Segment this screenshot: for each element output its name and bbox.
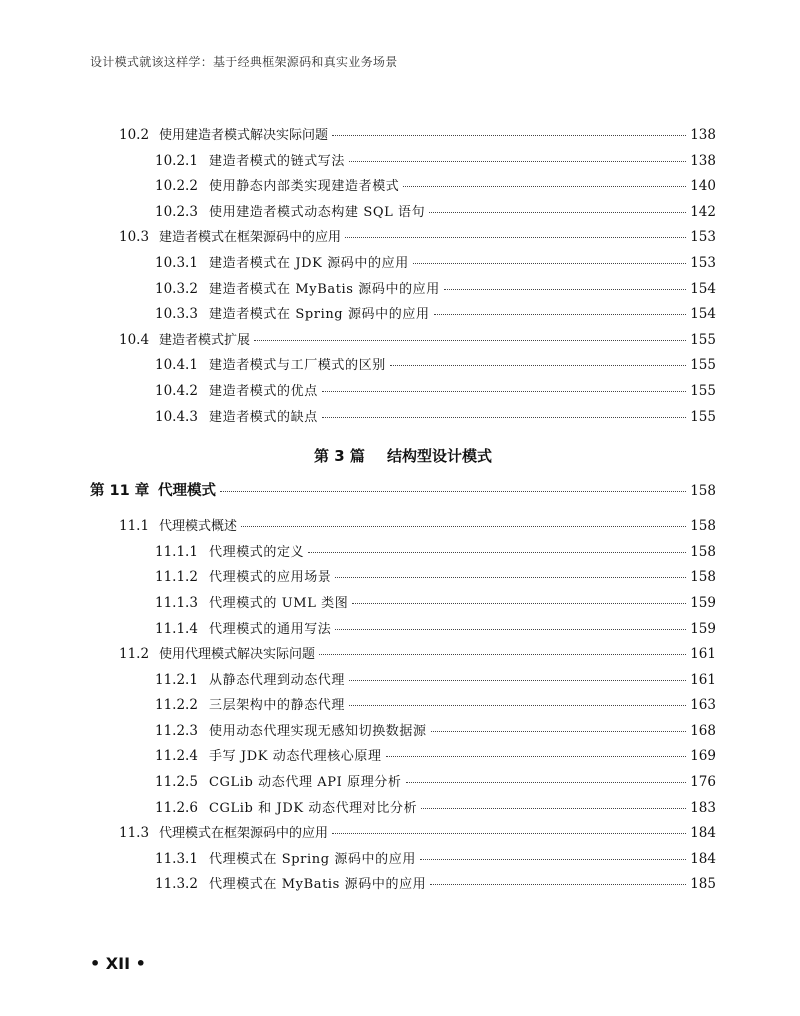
dot-leader (332, 135, 686, 136)
toc-subsection-entry[interactable] (90, 618, 716, 644)
toc-subsection-entry[interactable] (90, 694, 716, 720)
section-title: 建造者模式的缺点 (209, 409, 318, 425)
dot-leader (349, 680, 686, 681)
section-title: 使用代理模式解决实际问题 (159, 647, 316, 663)
toc-section-entry[interactable] (90, 124, 716, 150)
section-title: 代理模式在框架源码中的应用 (159, 826, 329, 842)
section-number: 10.4.3 (155, 408, 198, 425)
page-number: 163 (690, 697, 716, 714)
section-number: 10.4.1 (155, 357, 198, 374)
section-title: 建造者模式在 Spring 源码中的应用 (209, 307, 430, 323)
page-number: 142 (690, 203, 716, 220)
section-number: 11.1.1 (155, 543, 198, 560)
page-number: 154 (690, 306, 716, 323)
section-title: 三层架构中的静态代理 (209, 698, 346, 714)
section-number: 11.1.3 (155, 594, 198, 611)
section-title: 代理模式的通用写法 (209, 621, 332, 637)
section-title: 代理模式概述 (159, 519, 238, 535)
section-title: 建造者模式的链式写法 (209, 153, 346, 169)
toc-section-entry[interactable] (90, 515, 716, 541)
section-number: 10.3.3 (155, 306, 198, 323)
dot-leader (386, 756, 687, 757)
section-number: 11.2.4 (155, 748, 198, 765)
chapter-title: 代理模式 (158, 483, 216, 500)
section-number: 11.3 (119, 825, 150, 842)
page-number: 138 (690, 127, 716, 143)
section-number: 11.1.2 (155, 569, 198, 586)
toc-subsection-entry[interactable] (90, 669, 716, 695)
toc-subsection-entry[interactable] (90, 873, 716, 899)
dot-leader (345, 237, 686, 238)
section-title: 建造者模式在 JDK 源码中的应用 (209, 255, 409, 271)
chapter-page-number: 158 (690, 483, 716, 500)
section-title: 使用建造者模式解决实际问题 (159, 128, 329, 143)
dot-leader (349, 705, 686, 706)
section-number: 11.1 (119, 518, 150, 535)
toc-subsection-entry[interactable] (90, 150, 716, 176)
page-number: 155 (690, 331, 716, 348)
toc-section-entry[interactable] (90, 822, 716, 848)
dot-leader (390, 365, 686, 366)
page-number: 153 (690, 254, 716, 271)
page-number: 158 (690, 543, 716, 560)
section-number: 10.3.2 (155, 280, 198, 297)
page-number: 183 (690, 799, 716, 816)
section-number: 11.2.3 (155, 722, 198, 739)
section-number: 10.2.3 (155, 203, 198, 220)
page-number: 138 (690, 152, 716, 169)
section-number: 10.2.1 (155, 152, 198, 169)
page-number: 184 (690, 850, 716, 867)
page-number: 168 (690, 722, 716, 739)
part-title: 结构型设计模式 (386, 447, 492, 466)
section-title: 代理模式的应用场景 (209, 570, 332, 586)
dot-leader (308, 552, 686, 553)
dot-leader (349, 161, 686, 162)
page-number: 159 (690, 594, 716, 611)
section-title: 代理模式的定义 (209, 544, 305, 560)
section-title: CGLib 和 JDK 动态代理对比分析 (209, 800, 418, 816)
section-title: 代理模式在 MyBatis 源码中的应用 (209, 877, 427, 893)
dot-leader (220, 491, 686, 492)
running-header: 设计模式就该这样学：基于经典框架源码和真实业务场景 (90, 55, 398, 69)
dot-leader (406, 782, 687, 783)
toc-subsection-entry[interactable] (90, 720, 716, 746)
dot-leader (413, 263, 686, 264)
toc-subsection-entry[interactable] (90, 380, 716, 406)
toc-subsection-entry[interactable] (90, 252, 716, 278)
section-title: 使用建造者模式动态构建 SQL 语句 (209, 204, 426, 220)
dot-leader (322, 391, 686, 392)
page-number: 184 (690, 825, 716, 842)
section-number: 10.2 (119, 127, 150, 143)
dot-leader (254, 340, 686, 341)
section-number: 11.2.1 (155, 671, 198, 688)
section-number: 10.4 (119, 331, 150, 348)
dot-leader (322, 417, 686, 418)
page-number: 155 (690, 382, 716, 399)
toc-section-chapter-10 (90, 124, 716, 431)
section-title: CGLib 动态代理 API 原理分析 (209, 775, 402, 791)
part-label: 第 3 篇 (314, 447, 365, 466)
section-title: 建造者模式在框架源码中的应用 (159, 230, 342, 246)
toc-subsection-entry[interactable] (90, 566, 716, 592)
section-number: 10.3.1 (155, 254, 198, 271)
toc-subsection-entry[interactable] (90, 848, 716, 874)
section-title: 建造者模式扩展 (159, 332, 251, 348)
page-number: 154 (690, 280, 716, 297)
section-title: 建造者模式在 MyBatis 源码中的应用 (209, 281, 440, 297)
section-number: 11.2 (119, 646, 150, 663)
page-number: 158 (690, 569, 716, 586)
section-title: 从静态代理到动态代理 (209, 672, 346, 688)
dot-leader (335, 629, 686, 630)
dot-leader (352, 603, 686, 604)
section-number: 11.3.1 (155, 850, 198, 867)
dot-leader (434, 314, 687, 315)
toc-subsection-entry[interactable] (90, 303, 716, 329)
page-number: 155 (690, 408, 716, 425)
dot-leader (421, 808, 686, 809)
toc-subsection-entry[interactable] (90, 541, 716, 567)
toc-subsection-entry[interactable] (90, 592, 716, 618)
part-heading (90, 437, 716, 475)
page-number: 176 (690, 774, 716, 791)
toc-subsection-entry[interactable] (90, 175, 716, 201)
dot-leader (332, 833, 686, 834)
section-title: 使用动态代理实现无感知切换数据源 (209, 723, 427, 739)
page-number: 161 (690, 646, 716, 663)
dot-leader (403, 186, 686, 187)
toc-subsection-entry[interactable] (90, 406, 716, 432)
toc-section-entry[interactable] (90, 643, 716, 669)
page-number: 169 (690, 748, 716, 765)
section-number: 10.4.2 (155, 382, 198, 399)
dot-leader (319, 654, 686, 655)
toc-subsection-entry[interactable] (90, 201, 716, 227)
section-title: 建造者模式与工厂模式的区别 (209, 358, 386, 374)
section-title: 代理模式在 Spring 源码中的应用 (209, 851, 416, 867)
page-number: 185 (690, 876, 716, 893)
section-number: 11.3.2 (155, 876, 198, 893)
toc-subsection-entry[interactable] (90, 745, 716, 771)
table-of-contents (90, 124, 716, 899)
toc-section-chapter-11 (90, 515, 716, 899)
dot-leader (335, 577, 686, 578)
section-title: 代理模式的 UML 类图 (209, 595, 349, 611)
toc-subsection-entry[interactable] (90, 354, 716, 380)
section-number: 11.1.4 (155, 620, 198, 637)
page-number: 140 (690, 178, 716, 195)
section-number: 11.2.2 (155, 697, 198, 714)
page-number: 161 (690, 671, 716, 688)
toc-subsection-entry[interactable] (90, 797, 716, 823)
dot-leader (444, 289, 686, 290)
chapter-number: 第 11 章 (90, 483, 150, 500)
section-number: 10.2.2 (155, 178, 198, 195)
dot-leader (429, 212, 686, 213)
section-title: 手写 JDK 动态代理核心原理 (209, 749, 382, 765)
section-number: 11.2.5 (155, 774, 198, 791)
toc-subsection-entry[interactable] (90, 771, 716, 797)
dot-leader (420, 859, 686, 860)
page-number: 153 (690, 229, 716, 246)
page-number: 158 (690, 518, 716, 535)
dot-leader (241, 526, 686, 527)
section-title: 建造者模式的优点 (209, 383, 318, 399)
section-number: 10.3 (119, 229, 150, 246)
page-number: 155 (690, 357, 716, 374)
toc-chapter-entry[interactable] (90, 479, 716, 511)
toc-section-entry[interactable] (90, 226, 716, 252)
dot-leader (431, 731, 687, 732)
page-number: 159 (690, 620, 716, 637)
section-number: 11.2.6 (155, 799, 198, 816)
toc-subsection-entry[interactable] (90, 278, 716, 304)
dot-leader (430, 884, 686, 885)
page-folio: • XII • (90, 954, 146, 973)
toc-section-entry[interactable] (90, 329, 716, 355)
section-title: 使用静态内部类实现建造者模式 (209, 179, 400, 195)
